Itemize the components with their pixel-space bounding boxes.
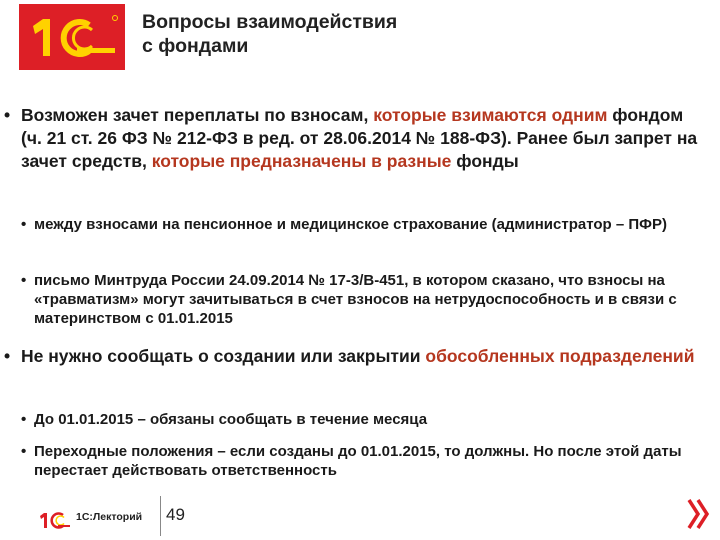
footer-logo-graphic xyxy=(38,508,71,532)
page-number: 49 xyxy=(166,505,185,524)
bullet-2 xyxy=(4,345,704,368)
sub-bullet-1-2-text: письмо Минтруда России 24.09.2014 № 17-3/В-451, в котором сказано, что взносы на «травматизм» могут зачитываться в счет взносов на нетрудоспособность и в связи с материнством с 01.01.2015 xyxy=(34,272,677,327)
bullet-1-text-part-1: Возможен зачет переплаты по взносам, xyxy=(21,105,374,125)
bullet-1-highlight-2: которые предназначены в разные xyxy=(151,151,452,171)
sub-bullet-2-1-text: До 01.01.2015 – обязаны сообщать в течение месяца xyxy=(34,411,428,428)
brand-logo-graphic xyxy=(19,4,125,70)
next-slide-button[interactable] xyxy=(686,496,710,532)
footer-label: 1С:Лекторий xyxy=(76,511,143,523)
sub-bullet-dot: • xyxy=(21,216,27,233)
footer-logo xyxy=(38,508,71,532)
footer-divider xyxy=(160,496,161,536)
sub-bullet-2-2 xyxy=(21,442,701,480)
sub-bullet-dot: • xyxy=(21,272,27,289)
sub-bullet-1-1 xyxy=(21,215,701,234)
bullet-dot: • xyxy=(4,346,11,366)
page-title-line-2: с фондами xyxy=(142,35,249,57)
bullet-2-highlight-1: обособленных подразделений xyxy=(425,346,695,366)
bullet-dot: • xyxy=(4,105,11,125)
bullet-1 xyxy=(4,104,704,173)
bullet-2-text xyxy=(4,345,704,368)
sub-bullet-2-1 xyxy=(21,410,701,429)
bullet-1-highlight-1: которые взимаются одним xyxy=(373,105,608,125)
bullet-1-text-part-2: фондом (ч. 21 ст. 26 ФЗ № 212-ФЗ в ред. от 28.06.2014 № 188-ФЗ). Ранее был запрет на зачет средств, xyxy=(21,105,698,171)
page-title xyxy=(142,10,397,58)
sub-bullet-1-2 xyxy=(21,271,701,328)
sub-bullet-1-1-text: между взносами на пенсионное и медицинское страхование (администратор – ПФР) xyxy=(34,216,667,233)
sub-bullet-2-2-text: Переходные положения – если созданы до 01.01.2015, то должны. Но после этой даты перестает действовать ответственность xyxy=(34,443,682,479)
chevron-right-double-icon xyxy=(686,496,710,532)
bullet-1-text-part-3: фонды xyxy=(451,151,519,171)
brand-logo xyxy=(19,4,125,70)
sub-bullet-dot: • xyxy=(21,411,27,428)
page-title-line-1: Вопросы взаимодействия xyxy=(142,11,398,33)
bullet-2-text-part-1: Не нужно сообщать о создании или закрытии xyxy=(21,346,426,366)
sub-bullet-dot: • xyxy=(21,443,27,460)
bullet-1-text xyxy=(4,104,704,173)
